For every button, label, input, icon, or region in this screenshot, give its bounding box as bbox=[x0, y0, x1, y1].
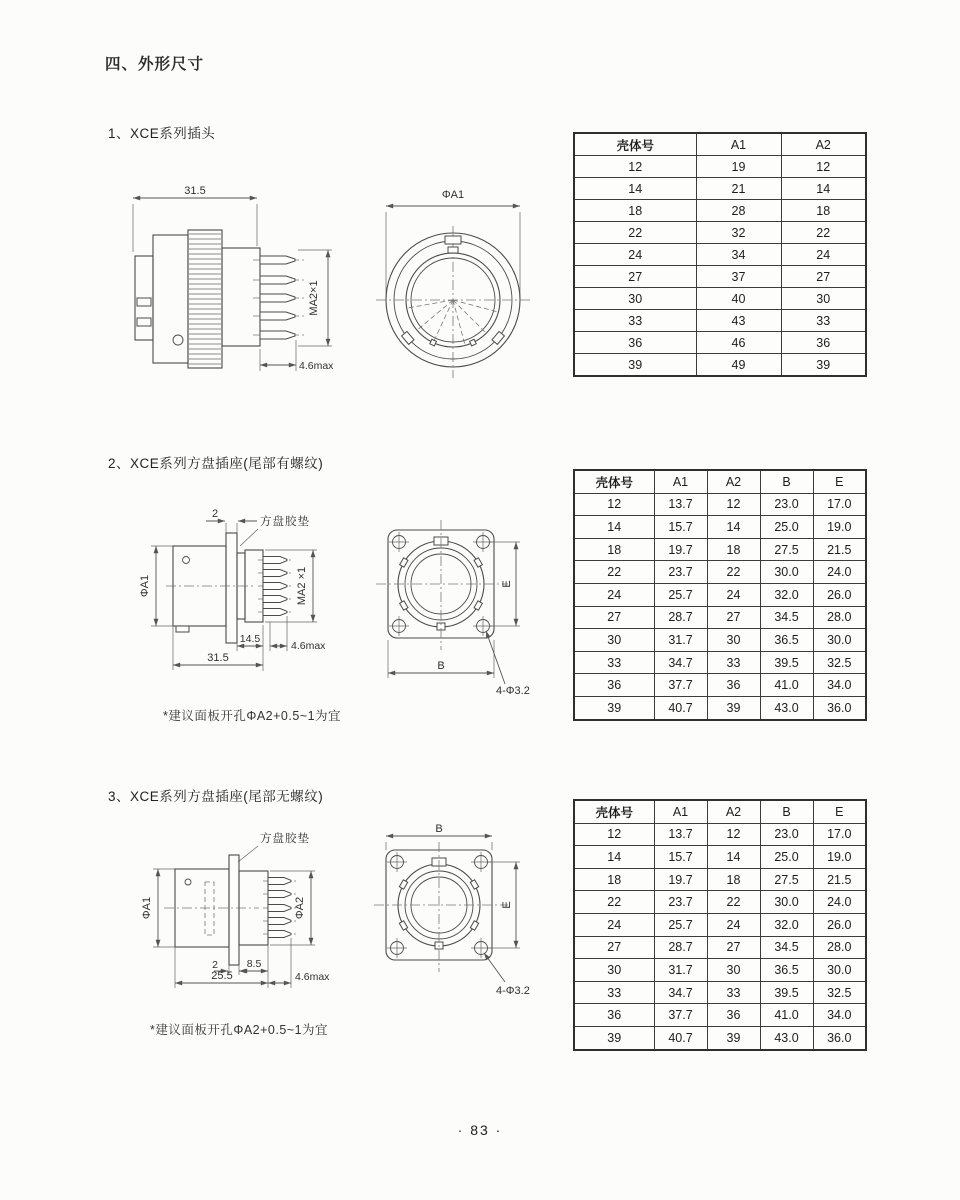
table-cell: 30 bbox=[707, 959, 760, 982]
table-cell: 28 bbox=[696, 200, 781, 222]
table-cell: 27 bbox=[781, 266, 866, 288]
table-cell: 17.0 bbox=[813, 823, 866, 846]
table-row bbox=[574, 288, 866, 310]
table-row bbox=[574, 1004, 866, 1027]
mounting-holes-label: 4-Φ3.2 bbox=[496, 985, 530, 997]
table-cell: 26.0 bbox=[813, 913, 866, 936]
dim-label-thread: MA2×1 bbox=[308, 280, 320, 316]
table-cell: 13.7 bbox=[654, 493, 707, 516]
table-header-row bbox=[574, 470, 866, 493]
table-cell: 36.5 bbox=[760, 959, 813, 982]
table-cell: 24.0 bbox=[813, 891, 866, 914]
dim-label-thread: MA2 ×1 bbox=[296, 566, 308, 606]
table-cell: 25.0 bbox=[760, 516, 813, 539]
table-row bbox=[574, 959, 866, 982]
section2-heading: 2、XCE系列方盘插座(尾部有螺纹) bbox=[108, 456, 324, 471]
table-cell: 37.7 bbox=[654, 674, 707, 697]
table-cell: 12 bbox=[781, 156, 866, 178]
table-cell: 12 bbox=[574, 156, 696, 178]
table-row bbox=[574, 936, 866, 959]
column-header: B bbox=[760, 470, 813, 493]
table-cell: 32 bbox=[696, 222, 781, 244]
table-cell: 27 bbox=[574, 936, 654, 959]
table-cell: 25.0 bbox=[760, 846, 813, 869]
table-cell: 24 bbox=[707, 583, 760, 606]
table-cell: 24 bbox=[574, 913, 654, 936]
table-header-row bbox=[574, 800, 866, 823]
table-cell: 36.5 bbox=[760, 629, 813, 652]
mounting-holes-label: 4-Φ3.2 bbox=[496, 685, 530, 697]
table-cell: 12 bbox=[574, 493, 654, 516]
table-cell: 39 bbox=[707, 1026, 760, 1049]
table-cell: 22 bbox=[707, 561, 760, 584]
table-cell: 27 bbox=[574, 266, 696, 288]
plug-side-view-drawing bbox=[100, 168, 350, 390]
table-cell: 46 bbox=[696, 332, 781, 354]
table-cell: 28.0 bbox=[813, 936, 866, 959]
column-header: A2 bbox=[707, 800, 760, 823]
plug-front-view-drawing bbox=[368, 178, 568, 390]
table-cell: 28.7 bbox=[654, 936, 707, 959]
table-cell: 39 bbox=[707, 696, 760, 719]
column-header: A2 bbox=[707, 470, 760, 493]
table-cell: 41.0 bbox=[760, 674, 813, 697]
table-cell: 25.7 bbox=[654, 583, 707, 606]
plug-dimension-table bbox=[573, 132, 867, 377]
table-cell: 12 bbox=[707, 493, 760, 516]
table-row bbox=[574, 266, 866, 288]
table-cell: 39.5 bbox=[760, 651, 813, 674]
column-header: A1 bbox=[654, 800, 707, 823]
table-cell: 34.5 bbox=[760, 936, 813, 959]
dim-label-flange-width-b: B bbox=[437, 660, 445, 672]
table-cell: 33 bbox=[707, 651, 760, 674]
dim-label-flange-width-b: B bbox=[435, 823, 443, 835]
dim-label-body-length: 25.5 bbox=[211, 970, 233, 982]
table-cell: 31.7 bbox=[654, 629, 707, 652]
socket-plain-side-view-drawing bbox=[118, 818, 360, 1003]
dim-label-rear-length: 8.5 bbox=[246, 958, 262, 970]
table-cell: 36 bbox=[707, 1004, 760, 1027]
table-cell: 32.0 bbox=[760, 913, 813, 936]
table-cell: 26.0 bbox=[813, 583, 866, 606]
table-cell: 40 bbox=[696, 288, 781, 310]
table-cell: 18 bbox=[707, 868, 760, 891]
gasket-label: 方盘胶垫 bbox=[260, 516, 310, 528]
table-cell: 22 bbox=[707, 891, 760, 914]
table-cell: 15.7 bbox=[654, 846, 707, 869]
table-row bbox=[574, 354, 866, 377]
table-cell: 33 bbox=[574, 981, 654, 1004]
table-cell: 19 bbox=[696, 156, 781, 178]
table-header-row bbox=[574, 133, 866, 156]
table-row bbox=[574, 606, 866, 629]
table-cell: 39 bbox=[574, 696, 654, 719]
table-row bbox=[574, 156, 866, 178]
table-cell: 39 bbox=[781, 354, 866, 377]
table-cell: 27 bbox=[707, 936, 760, 959]
table-cell: 23.7 bbox=[654, 561, 707, 584]
table-cell: 33 bbox=[574, 651, 654, 674]
table-cell: 24 bbox=[574, 244, 696, 266]
table-cell: 36 bbox=[574, 674, 654, 697]
table-cell: 49 bbox=[696, 354, 781, 377]
table-row bbox=[574, 200, 866, 222]
dim-label-pin-length: 4.6max bbox=[299, 360, 334, 372]
table-cell: 19.0 bbox=[813, 516, 866, 539]
table-cell: 18 bbox=[574, 200, 696, 222]
table-cell: 22 bbox=[574, 561, 654, 584]
table-cell: 23.7 bbox=[654, 891, 707, 914]
table-cell: 30 bbox=[707, 629, 760, 652]
table-cell: 39.5 bbox=[760, 981, 813, 1004]
table-cell: 24 bbox=[574, 583, 654, 606]
table-cell: 27.5 bbox=[760, 538, 813, 561]
table-cell: 23.0 bbox=[760, 493, 813, 516]
column-header: A1 bbox=[654, 470, 707, 493]
socket-plain-dimension-table bbox=[573, 799, 867, 1051]
table-row bbox=[574, 561, 866, 584]
dim-label-hole-spacing-e: E bbox=[501, 901, 513, 909]
table-cell: 27 bbox=[574, 606, 654, 629]
table-row bbox=[574, 583, 866, 606]
table-cell: 36 bbox=[781, 332, 866, 354]
table-cell: 36.0 bbox=[813, 1026, 866, 1049]
section3-heading: 3、XCE系列方盘插座(尾部无螺纹) bbox=[108, 789, 324, 804]
column-header: 壳体号 bbox=[574, 470, 654, 493]
table-row bbox=[574, 868, 866, 891]
table-cell: 30.0 bbox=[813, 959, 866, 982]
table-cell: 17.0 bbox=[813, 493, 866, 516]
table-cell: 12 bbox=[707, 823, 760, 846]
table-cell: 30.0 bbox=[813, 629, 866, 652]
column-header: 壳体号 bbox=[574, 800, 654, 823]
table-cell: 21.5 bbox=[813, 538, 866, 561]
table-cell: 43.0 bbox=[760, 696, 813, 719]
dim-label-diameter: ΦA1 bbox=[441, 189, 465, 201]
dim-label-front-length: 14.5 bbox=[239, 633, 261, 645]
dim-label-length: 31.5 bbox=[184, 185, 206, 197]
table-cell: 12 bbox=[574, 823, 654, 846]
table-cell: 39 bbox=[574, 354, 696, 377]
table-row bbox=[574, 846, 866, 869]
table-row bbox=[574, 629, 866, 652]
gasket-label: 方盘胶垫 bbox=[260, 833, 310, 845]
table-cell: 18 bbox=[574, 538, 654, 561]
page-title: 四、外形尺寸 bbox=[105, 56, 205, 73]
table-cell: 36.0 bbox=[813, 696, 866, 719]
table-cell: 14 bbox=[574, 846, 654, 869]
table-cell: 28.0 bbox=[813, 606, 866, 629]
table-cell: 30 bbox=[574, 288, 696, 310]
table-cell: 28.7 bbox=[654, 606, 707, 629]
table-cell: 18 bbox=[781, 200, 866, 222]
table-cell: 22 bbox=[574, 222, 696, 244]
table-cell: 14 bbox=[707, 516, 760, 539]
table-cell: 32.0 bbox=[760, 583, 813, 606]
column-header: E bbox=[813, 800, 866, 823]
table-cell: 30 bbox=[574, 959, 654, 982]
dim-label-front-diameter: ΦA1 bbox=[141, 896, 153, 920]
table-cell: 31.7 bbox=[654, 959, 707, 982]
table-cell: 40.7 bbox=[654, 696, 707, 719]
table-cell: 24 bbox=[781, 244, 866, 266]
table-cell: 36 bbox=[574, 1004, 654, 1027]
table-cell: 27.5 bbox=[760, 868, 813, 891]
dim-label-gasket-thickness: 2 bbox=[211, 508, 219, 520]
table-cell: 34 bbox=[696, 244, 781, 266]
socket-threaded-side-view-drawing bbox=[118, 498, 360, 703]
table-cell: 14 bbox=[781, 178, 866, 200]
table-cell: 18 bbox=[574, 868, 654, 891]
table-row bbox=[574, 913, 866, 936]
dim-label-rear-diameter: ΦA2 bbox=[294, 896, 306, 920]
table-row bbox=[574, 244, 866, 266]
table-cell: 34.7 bbox=[654, 981, 707, 1004]
table-cell: 33 bbox=[574, 310, 696, 332]
table-cell: 27 bbox=[707, 606, 760, 629]
column-header: 壳体号 bbox=[574, 133, 696, 156]
socket-flange-front-view-drawing bbox=[368, 808, 560, 1003]
table-row bbox=[574, 1026, 866, 1049]
table-cell: 19.7 bbox=[654, 868, 707, 891]
socket-threaded-dimension-table bbox=[573, 469, 867, 721]
table-cell: 37.7 bbox=[654, 1004, 707, 1027]
table-row bbox=[574, 696, 866, 719]
table-cell: 21.5 bbox=[813, 868, 866, 891]
dim-label-total-length: 31.5 bbox=[207, 652, 229, 664]
table-cell: 22 bbox=[781, 222, 866, 244]
dim-label-pin-length: 4.6max bbox=[291, 640, 326, 652]
column-header: B bbox=[760, 800, 813, 823]
dim-label-hole-spacing-e: E bbox=[501, 580, 513, 588]
table-row bbox=[574, 651, 866, 674]
table-cell: 19.7 bbox=[654, 538, 707, 561]
dim-label-front-diameter: ΦA1 bbox=[139, 574, 151, 598]
table-cell: 24 bbox=[707, 913, 760, 936]
table-row bbox=[574, 538, 866, 561]
table-cell: 37 bbox=[696, 266, 781, 288]
table-cell: 36 bbox=[574, 332, 696, 354]
table-cell: 33 bbox=[781, 310, 866, 332]
table-row bbox=[574, 222, 866, 244]
dim-label-pin-length: 4.6max bbox=[295, 971, 330, 983]
table-cell: 39 bbox=[574, 1026, 654, 1049]
table-row bbox=[574, 981, 866, 1004]
table-cell: 30 bbox=[574, 629, 654, 652]
table-cell: 34.0 bbox=[813, 1004, 866, 1027]
table-cell: 19.0 bbox=[813, 846, 866, 869]
column-header: A1 bbox=[696, 133, 781, 156]
table-cell: 34.0 bbox=[813, 674, 866, 697]
socket-flange-front-view-drawing bbox=[368, 518, 560, 703]
table-cell: 14 bbox=[574, 178, 696, 200]
table-cell: 18 bbox=[707, 538, 760, 561]
table-cell: 24.0 bbox=[813, 561, 866, 584]
table-cell: 30.0 bbox=[760, 891, 813, 914]
section3-panel-cutout-note: *建议面板开孔ΦA2+0.5~1为宜 bbox=[150, 1023, 329, 1037]
table-row bbox=[574, 332, 866, 354]
table-cell: 25.7 bbox=[654, 913, 707, 936]
table-cell: 43.0 bbox=[760, 1026, 813, 1049]
column-header: A2 bbox=[781, 133, 866, 156]
table-cell: 34.5 bbox=[760, 606, 813, 629]
column-header: E bbox=[813, 470, 866, 493]
page-number: · 83 · bbox=[457, 1122, 503, 1138]
dim-label-gasket-thickness: 2 bbox=[212, 959, 218, 971]
table-cell: 30.0 bbox=[760, 561, 813, 584]
table-cell: 14 bbox=[707, 846, 760, 869]
table-cell: 23.0 bbox=[760, 823, 813, 846]
table-cell: 15.7 bbox=[654, 516, 707, 539]
table-cell: 33 bbox=[707, 981, 760, 1004]
table-cell: 32.5 bbox=[813, 651, 866, 674]
table-row bbox=[574, 516, 866, 539]
table-cell: 34.7 bbox=[654, 651, 707, 674]
table-row bbox=[574, 674, 866, 697]
table-row bbox=[574, 823, 866, 846]
table-row bbox=[574, 891, 866, 914]
table-cell: 41.0 bbox=[760, 1004, 813, 1027]
table-cell: 14 bbox=[574, 516, 654, 539]
section1-heading: 1、XCE系列插头 bbox=[108, 126, 216, 141]
table-cell: 22 bbox=[574, 891, 654, 914]
table-row bbox=[574, 493, 866, 516]
table-row bbox=[574, 178, 866, 200]
table-cell: 32.5 bbox=[813, 981, 866, 1004]
table-cell: 43 bbox=[696, 310, 781, 332]
table-cell: 30 bbox=[781, 288, 866, 310]
table-cell: 21 bbox=[696, 178, 781, 200]
section2-panel-cutout-note: *建议面板开孔ΦA2+0.5~1为宜 bbox=[163, 709, 342, 723]
table-cell: 13.7 bbox=[654, 823, 707, 846]
table-row bbox=[574, 310, 866, 332]
table-cell: 40.7 bbox=[654, 1026, 707, 1049]
table-cell: 36 bbox=[707, 674, 760, 697]
